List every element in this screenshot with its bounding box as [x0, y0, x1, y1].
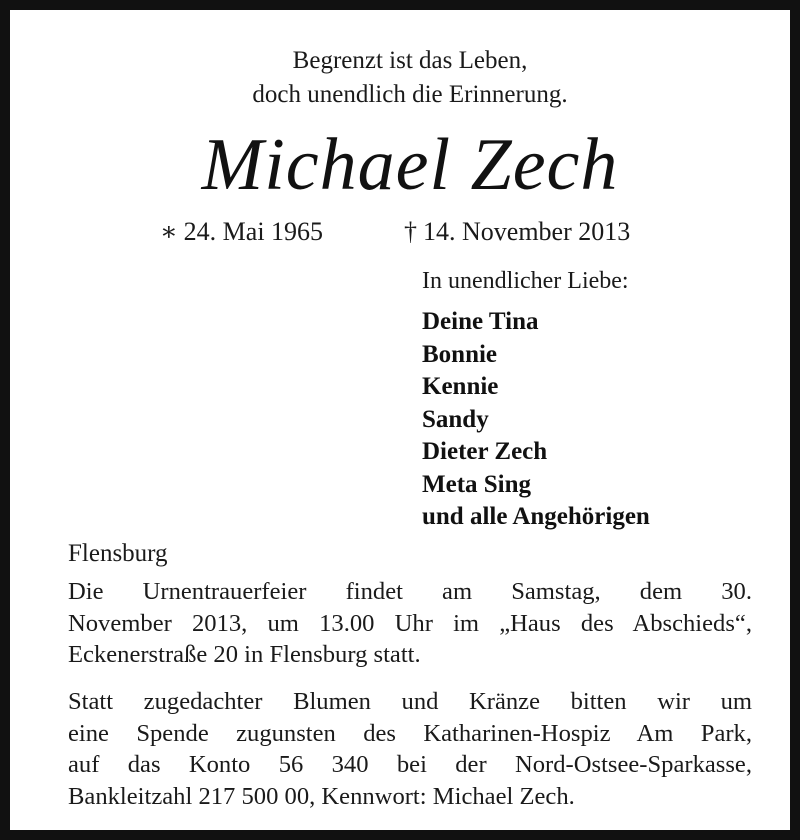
place: Flensburg: [68, 540, 168, 567]
ceremony-line: Die Urnentrauerfeier findet am Samstag, dem 30.: [68, 578, 752, 605]
donation-paragraph: [68, 686, 752, 812]
ceremony-line: Eckenerstraße 20 in Flensburg statt.: [68, 641, 421, 668]
mourner-name: und alle Angehörigen: [422, 503, 650, 530]
ceremony-line: November 2013, um 13.00 Uhr im „Haus des Abschieds“,: [68, 609, 752, 637]
mourners-list: [422, 306, 650, 534]
death-date-line: [404, 216, 630, 248]
birth-date-line: [160, 216, 323, 248]
motto-line-2: doch unendlich die Erinnerung.: [252, 81, 568, 108]
deceased-name: Michael Zech: [201, 124, 619, 206]
donation-line: eine Spende zugunsten des Katharinen-Hospiz Am Park,: [68, 719, 752, 747]
mourner-name: Dieter Zech: [422, 438, 548, 465]
death-cross-icon: †: [404, 217, 417, 246]
birth-date: 24. Mai 1965: [183, 217, 324, 246]
mourner-name: Kennie: [422, 373, 499, 400]
mourner-name: Bonnie: [422, 340, 498, 368]
birth-star-icon: ∗: [160, 217, 178, 246]
mourner-name: Deine Tina: [422, 308, 539, 335]
donation-line: Statt zugedachter Blumen und Kränze bitten wir um: [68, 688, 752, 715]
mourner-name: Meta Sing: [422, 470, 532, 498]
mourning-intro: In unendlicher Liebe:: [422, 268, 629, 294]
ceremony-paragraph: [68, 576, 752, 671]
death-date: 14. November 2013: [423, 217, 631, 246]
motto-line-1: Begrenzt ist das Leben,: [292, 47, 528, 74]
donation-line: Bankleitzahl 217 500 00, Kennwort: Michael Zech.: [68, 782, 575, 810]
mourner-name: Sandy: [422, 405, 489, 433]
donation-line: auf das Konto 56 340 bei der Nord-Ostsee-Sparkasse,: [68, 751, 752, 778]
